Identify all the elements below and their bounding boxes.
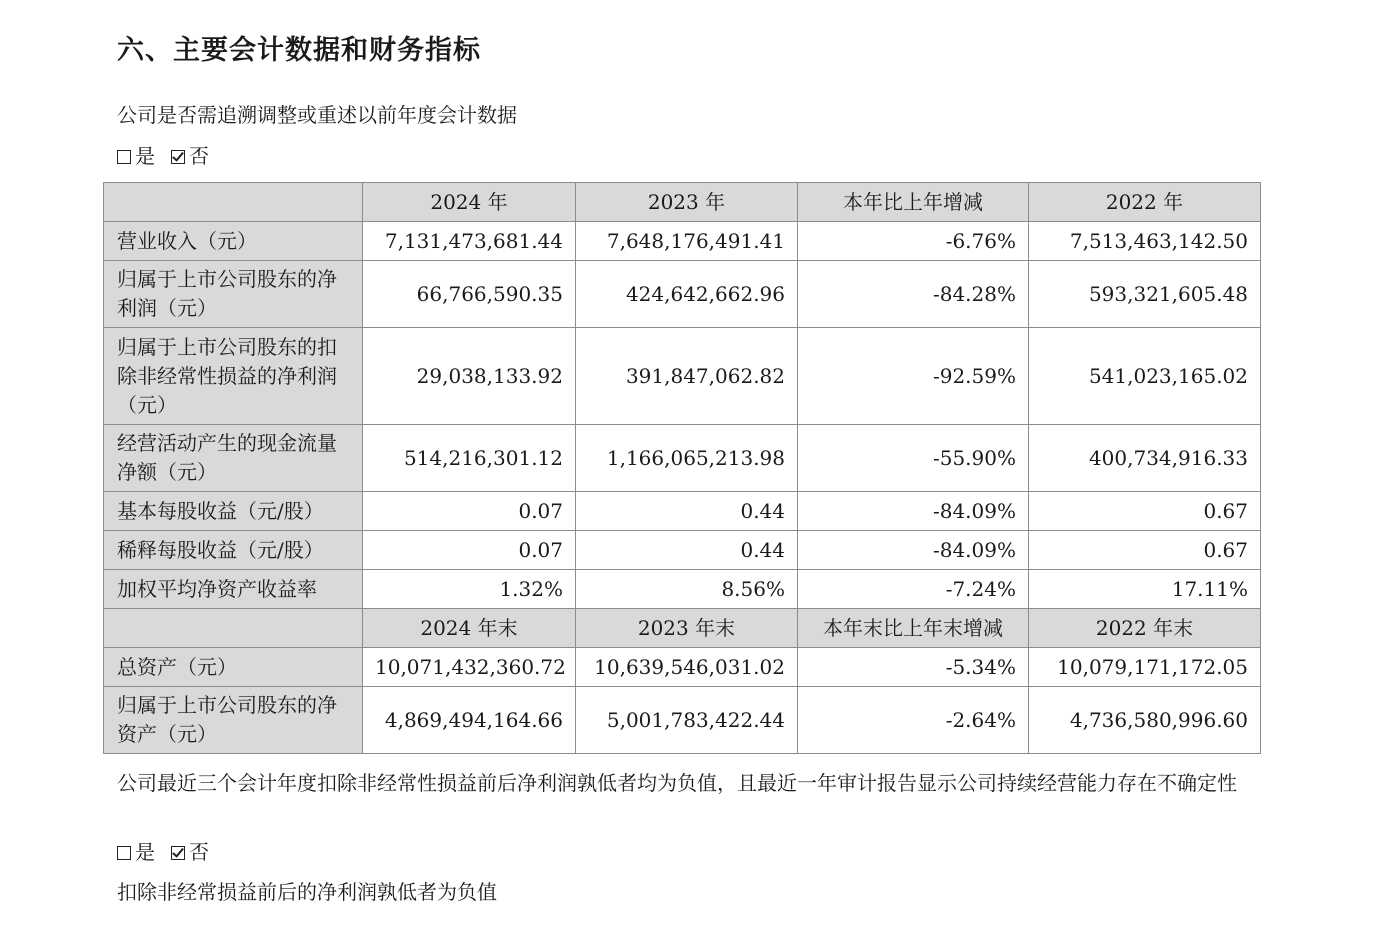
header-cell: 2024 年末 [363,609,576,648]
value-cell: 7,131,473,681.44 [363,222,576,261]
value-cell: 4,736,580,996.60 [1029,687,1261,754]
value-cell: -7.24% [798,570,1029,609]
value-cell: 0.67 [1029,531,1261,570]
row-label: 稀释每股收益（元/股） [104,531,363,570]
value-cell: -55.90% [798,425,1029,492]
value-cell: 10,071,432,360.72 [363,648,576,687]
table-row [104,328,1261,425]
value-cell: -6.76% [798,222,1029,261]
value-cell: 0.07 [363,531,576,570]
value-cell: 17.11% [1029,570,1261,609]
restate-choice [117,141,209,171]
checkbox-unchecked-icon[interactable] [117,846,131,860]
value-cell: 541,023,165.02 [1029,328,1261,425]
row-label: 营业收入（元） [104,222,363,261]
table-row [104,425,1261,492]
table-row [104,648,1261,687]
restate-question: 公司是否需追溯调整或重述以前年度会计数据 [117,103,517,127]
value-cell: -84.09% [798,531,1029,570]
value-cell: 10,639,546,031.02 [576,648,798,687]
choice-no-label: 否 [189,840,209,864]
header-cell: 本年末比上年末增减 [798,609,1029,648]
value-cell: 4,869,494,164.66 [363,687,576,754]
row-label: 归属于上市公司股东的净利润（元） [104,261,363,328]
table-row [104,261,1261,328]
value-cell: 0.67 [1029,492,1261,531]
value-cell: 0.44 [576,492,798,531]
value-cell: 400,734,916.33 [1029,425,1261,492]
value-cell: 7,648,176,491.41 [576,222,798,261]
table-row [104,492,1261,531]
value-cell: -2.64% [798,687,1029,754]
header-cell: 2024 年 [363,183,576,222]
header-cell [104,609,363,648]
table-header-row [104,609,1261,648]
choice-yes-label: 是 [135,144,155,168]
row-label: 总资产（元） [104,648,363,687]
value-cell: 66,766,590.35 [363,261,576,328]
value-cell: 10,079,171,172.05 [1029,648,1261,687]
row-label: 加权平均净资产收益率 [104,570,363,609]
value-cell: -5.34% [798,648,1029,687]
value-cell: 0.44 [576,531,798,570]
checkbox-unchecked-icon[interactable] [117,150,131,164]
choice-yes-label: 是 [135,840,155,864]
header-cell: 2022 年末 [1029,609,1261,648]
value-cell: 1.32% [363,570,576,609]
value-cell: 7,513,463,142.50 [1029,222,1261,261]
value-cell: -92.59% [798,328,1029,425]
header-cell [104,183,363,222]
table-row [104,687,1261,754]
value-cell: 0.07 [363,492,576,531]
header-cell: 2022 年 [1029,183,1261,222]
going-concern-question: 公司最近三个会计年度扣除非经常性损益前后净利润孰低者均为负值，且最近一年审计报告显示公司持续经营能力存在不确定性 [117,771,1237,795]
value-cell: 424,642,662.96 [576,261,798,328]
header-cell: 本年比上年增减 [798,183,1029,222]
table-row [104,222,1261,261]
footer-text: 扣除非经常损益前后的净利润孰低者为负值 [117,880,497,904]
header-cell: 2023 年 [576,183,798,222]
row-label: 归属于上市公司股东的扣除非经常性损益的净利润（元） [104,328,363,425]
value-cell: 593,321,605.48 [1029,261,1261,328]
value-cell: 5,001,783,422.44 [576,687,798,754]
checkbox-checked-icon[interactable] [171,150,185,164]
section-heading: 六、主要会计数据和财务指标 [117,35,481,66]
going-concern-choice [117,837,209,867]
checkbox-checked-icon[interactable] [171,846,185,860]
value-cell: 514,216,301.12 [363,425,576,492]
table-row [104,531,1261,570]
header-cell: 2023 年末 [576,609,798,648]
value-cell: 29,038,133.92 [363,328,576,425]
value-cell: 8.56% [576,570,798,609]
row-label: 经营活动产生的现金流量净额（元） [104,425,363,492]
choice-no-label: 否 [189,144,209,168]
financial-indicators-table [103,182,1261,754]
value-cell: 391,847,062.82 [576,328,798,425]
row-label: 基本每股收益（元/股） [104,492,363,531]
value-cell: -84.09% [798,492,1029,531]
table-row [104,570,1261,609]
value-cell: 1,166,065,213.98 [576,425,798,492]
value-cell: -84.28% [798,261,1029,328]
table-header-row [104,183,1261,222]
row-label: 归属于上市公司股东的净资产（元） [104,687,363,754]
